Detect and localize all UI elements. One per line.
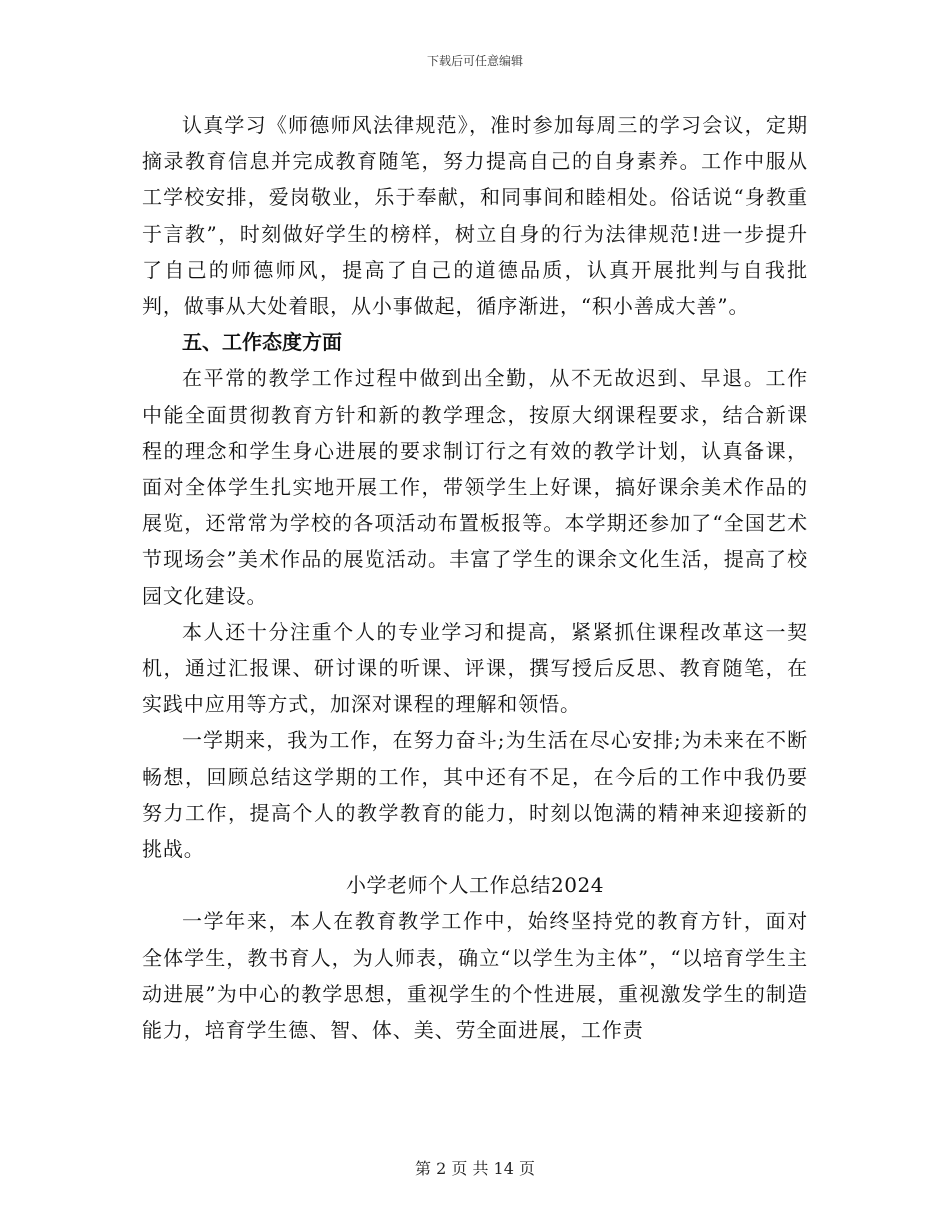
paragraph-ethics: 认真学习《师德师风法律规范》，准时参加每周三的学习会议，定期摘录教育信息并完成教育随笔，努力提高自己的自身素养。工作中服从工学校安排，爱岗敬业，乐于奉献，和同事间和睦相处。俗话说“身教重于言教”，时刻做好学生的榜样，树立自身的行为法律规范!进一步提升了自己的师德师风，提高了自己的道德品质，认真开展批判与自我批判，做事从大处着眼，从小事做起，循序渐进，“积小善成大善”。: [142, 113, 808, 319]
paragraph-work-attitude: 在平常的教学工作过程中做到出全勤，从不无故迟到、早退。工作中能全面贯彻教育方针和新的教学理念，按原大纲课程要求，结合新课程的理念和学生身心进展的要求制订行之有效的教学计划，认真备课，面对全体学生扎实地开展工作，带领学生上好课，搞好课余美术作品的展览，还常常为学校的各项活动布置板报等。本学期还参加了“全国艺术节现场会”美术作品的展览活动。丰富了学生的课余文化生活，提高了校园文化建设。: [142, 366, 808, 608]
paragraph-year-summary: 一学年来，本人在教育教学工作中，始终坚持党的教育方针，面对全体学生，教书育人，为人师表，确立“以学生为主体”，“以培育学生主动进展”为中心的教学思想，重视学生的个性进展，重视激发学生的制造能力，培育学生德、智、体、美、劳全面进展，工作责: [142, 909, 808, 1043]
document-section-title: 小学老师个人工作总结2024: [346, 873, 604, 898]
paragraph-professional-study: 本人还十分注重个人的专业学习和提高，紧紧抓住课程改革这一契机，通过汇报课、研讨课的听课、评课，撰写授后反思、教育随笔，在实践中应用等方式，加深对课程的理解和领悟。: [142, 619, 808, 717]
page-number-footer: 第 2 页 共 14 页: [415, 1159, 535, 1178]
page-header-note: 下载后可任意编辑: [426, 54, 523, 68]
document-body: [142, 107, 808, 1048]
section-heading-work-attitude: 五、工作态度方面: [182, 330, 342, 355]
paragraph-semester-summary: 一学期来，我为工作，在努力奋斗;为生活在尽心安排;为未来在不断畅想，回顾总结这学期的工作，其中还有不足，在今后的工作中我仍要努力工作，提高个人的教学教育的能力，时刻以饱满的精神来迎接新的挑战。: [142, 728, 808, 862]
